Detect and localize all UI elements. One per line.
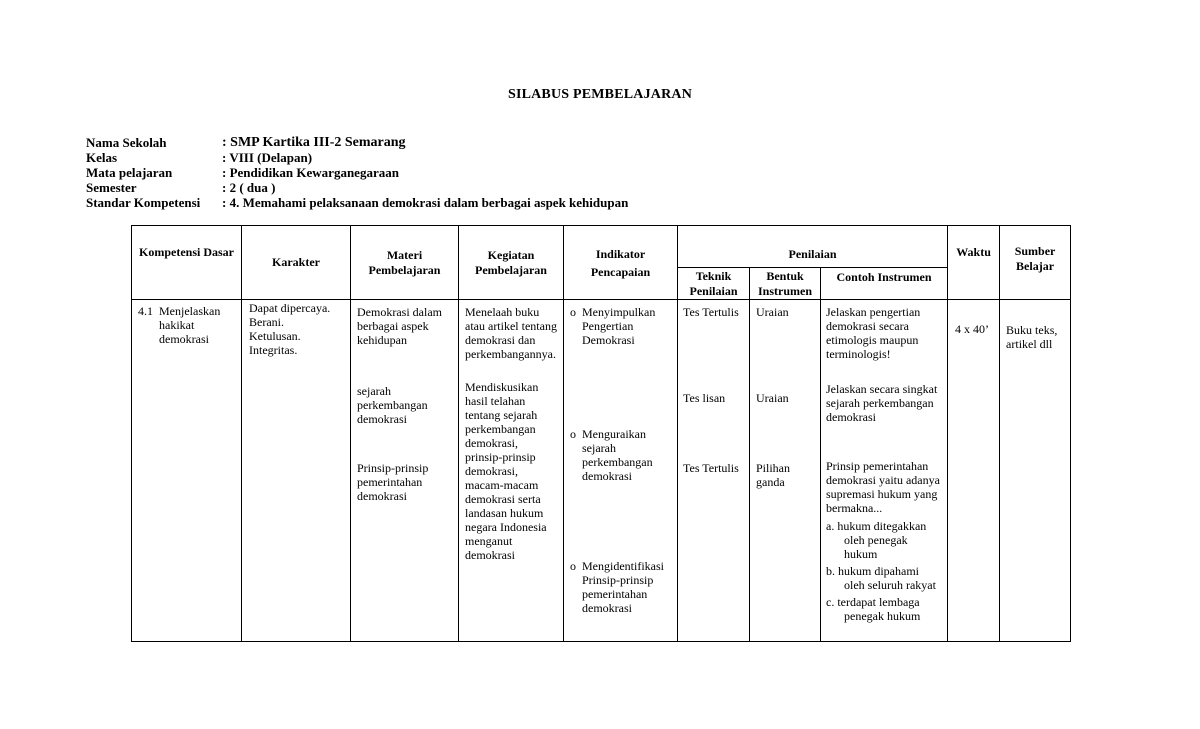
text-line: tentang sejarah: [465, 408, 538, 422]
text-line: Mengidentifikasi: [582, 559, 664, 573]
kd-text: [159, 304, 220, 346]
header-teknik-penilaian: [678, 268, 750, 300]
text-line: demokrasi,: [465, 464, 518, 478]
text-line: oleh seluruh rakyat: [844, 578, 936, 592]
text-line: ganda: [756, 475, 785, 489]
teknik-item: Tes Tertulis: [683, 305, 739, 319]
text-line: etimologis maupun: [826, 333, 919, 347]
header-label: Bentuk: [766, 268, 804, 283]
meta-value: : Pendidikan Kewarganegaraan: [222, 165, 399, 180]
text-line: demokrasi secara: [826, 319, 909, 333]
text-line: Ketulusan.: [249, 329, 301, 343]
text-line: Jelaskan secara singkat: [826, 382, 938, 396]
circle-bullet-icon: o: [570, 559, 576, 573]
karakter-list: [249, 301, 330, 357]
kegiatan-item: [465, 305, 557, 361]
kegiatan-item: [465, 380, 547, 562]
cell-waktu: [948, 300, 1000, 642]
teknik-item: Tes lisan: [683, 391, 726, 405]
meta-value: : 2 ( dua ): [222, 180, 276, 195]
text-line: pemerintahan: [357, 475, 423, 489]
text-line: a. hukum ditegakkan: [826, 519, 927, 533]
meta-label: Mata pelajaran: [86, 165, 173, 180]
text-line: Jelaskan pengertian: [826, 305, 921, 319]
header-label: Pencapaian: [590, 264, 651, 279]
cell-materi: [351, 300, 459, 642]
text-line: berbagai aspek: [357, 319, 429, 333]
header-materi: [351, 226, 459, 300]
text-line: Pengertian: [582, 319, 634, 333]
meta-label: Nama Sekolah: [86, 135, 167, 150]
meta-value: : SMP Kartika III-2 Semarang: [222, 135, 406, 150]
text-line: demokrasi dan: [465, 333, 536, 347]
contoh-question: [826, 459, 946, 623]
teknik-item: Tes Tertulis: [683, 461, 739, 475]
indikator-item: [564, 559, 690, 615]
sumber-list: [1006, 323, 1057, 351]
header-label: Karakter: [272, 255, 320, 269]
materi-item: [357, 305, 442, 347]
text-line: demokrasi: [357, 412, 407, 426]
text-line: Prinsip-prinsip: [582, 573, 654, 587]
text-line: penegak hukum: [844, 609, 921, 623]
text-line: atau artikel tentang: [465, 319, 557, 333]
text-line: demokrasi: [159, 332, 209, 346]
text-line: demokrasi: [582, 601, 632, 615]
text-line: prinsip-prinsip: [465, 450, 536, 464]
text-line: artikel dll: [1006, 337, 1053, 351]
circle-bullet-icon: o: [570, 305, 576, 319]
text-line: terminologis!: [826, 347, 891, 361]
text-line: demokrasi: [582, 469, 632, 483]
header-bentuk-instrumen: [750, 268, 821, 300]
header-contoh-instrumen: [821, 268, 948, 300]
header-label: Teknik: [695, 268, 732, 283]
text-line: Mendiskusikan: [465, 380, 539, 394]
header-label: Pembelajaran: [475, 262, 547, 277]
header-label: Materi: [386, 247, 423, 262]
header-label: Sumber: [1014, 243, 1056, 258]
materi-item: [357, 384, 428, 426]
contoh-question: [826, 382, 937, 424]
answer-option: [826, 519, 946, 561]
text-line: Menelaah buku: [465, 305, 540, 319]
header-indikator: [564, 226, 678, 300]
text-line: menganut: [465, 534, 513, 548]
text-line: Menguraikan: [582, 427, 646, 441]
header-label: Kegiatan: [487, 247, 535, 262]
text-line: Demokrasi dalam: [357, 305, 442, 319]
indikator-item: [564, 305, 690, 347]
text-line: demokrasi serta: [465, 492, 541, 506]
header-label: Instrumen: [757, 283, 812, 298]
text-line: macam-macam: [465, 478, 539, 492]
bentuk-item: Uraian: [756, 305, 789, 319]
header-label: Penilaian: [689, 283, 738, 298]
text-line: perkembangannya.: [465, 347, 556, 361]
text-line: sejarah: [357, 384, 391, 398]
bentuk-item: [756, 461, 790, 489]
text-line: hasil telahan: [465, 394, 526, 408]
header-karakter: [242, 226, 351, 300]
answer-option: [826, 564, 946, 592]
text-line: sejarah perkembangan: [826, 396, 934, 410]
text-line: Pilihan: [756, 461, 791, 475]
meta-label: Kelas: [86, 150, 118, 165]
text-line: perkembangan: [465, 422, 536, 436]
header-label: Kompetensi Dasar: [139, 245, 234, 259]
cell-contoh-instrumen: [821, 300, 948, 642]
bentuk-item: Uraian: [756, 391, 789, 405]
meta-label: Semester: [86, 180, 137, 195]
text-line: Menyimpulkan: [582, 305, 656, 319]
text-line: Berani.: [249, 315, 284, 329]
text-line: demokrasi: [357, 489, 407, 503]
text-line: bermakna...: [826, 501, 883, 515]
syllabus-table: [131, 225, 1071, 642]
header-kompetensi-dasar: [132, 226, 242, 300]
kd-number: 4.1: [138, 304, 153, 318]
text-line: Dapat dipercaya.: [249, 301, 331, 315]
text-line: Buku teks,: [1006, 323, 1058, 337]
cell-kegiatan: [459, 300, 564, 642]
text-line: landasan hukum: [465, 506, 544, 520]
cell-karakter: [242, 300, 351, 642]
meta-label: Standar Kompetensi: [86, 195, 201, 210]
cell-bentuk-instrumen: [750, 300, 821, 642]
text-line: demokrasi: [465, 548, 515, 562]
text-line: c. terdapat lembaga: [826, 595, 920, 609]
text-line: demokrasi yaitu adanya: [826, 473, 940, 487]
table-row: [132, 300, 1071, 642]
text-line: hakikat: [159, 318, 195, 332]
meta-value: : VIII (Delapan): [222, 150, 313, 165]
cell-indikator: [564, 300, 678, 642]
text-line: kehidupan: [357, 333, 407, 347]
header-label: Penilaian: [788, 247, 837, 261]
cell-sumber-belajar: [1000, 300, 1071, 642]
text-line: perkembangan: [357, 398, 428, 412]
text-line: oleh penegak: [844, 533, 908, 547]
header-label: Pembelajaran: [368, 262, 441, 277]
waktu-value: 4 x 40’: [955, 322, 990, 336]
meta-value: : 4. Memahami pelaksanaan demokrasi dalam berbagai aspek kehidupan: [222, 195, 629, 210]
text-line: Prinsip-prinsip: [357, 461, 429, 475]
materi-item: [357, 461, 428, 503]
header-kegiatan: [459, 226, 564, 300]
text-line: pemerintahan: [582, 587, 648, 601]
header-penilaian: [678, 226, 948, 268]
text-line: negara Indonesia: [465, 520, 547, 534]
header-label: Contoh Instrumen: [836, 270, 932, 284]
indikator-item: [564, 427, 690, 483]
header-label: Indikator: [595, 246, 646, 261]
text-line: Prinsip pemerintahan: [826, 459, 929, 473]
text-line: demokrasi: [826, 410, 876, 424]
text-line: Integritas.: [249, 343, 298, 357]
text-line: demokrasi,: [465, 436, 518, 450]
text-line: supremasi hukum yang: [826, 487, 938, 501]
header-label: Waktu: [956, 245, 991, 259]
contoh-question: [826, 305, 920, 361]
text-line: b. hukum dipahami: [826, 564, 919, 578]
text-line: Menjelaskan: [159, 304, 221, 318]
cell-kompetensi-dasar: [132, 300, 242, 642]
document-title: SILABUS PEMBELAJARAN: [507, 87, 693, 102]
header-sumber-belajar: [1000, 226, 1071, 300]
text-line: sejarah: [582, 441, 616, 455]
circle-bullet-icon: o: [570, 427, 576, 441]
answer-option: [826, 595, 946, 623]
text-line: hukum: [844, 547, 878, 561]
text-line: perkembangan: [582, 455, 653, 469]
text-line: Demokrasi: [582, 333, 635, 347]
cell-teknik-penilaian: [678, 300, 750, 642]
header-waktu: [948, 226, 1000, 300]
header-label: Belajar: [1016, 258, 1055, 273]
